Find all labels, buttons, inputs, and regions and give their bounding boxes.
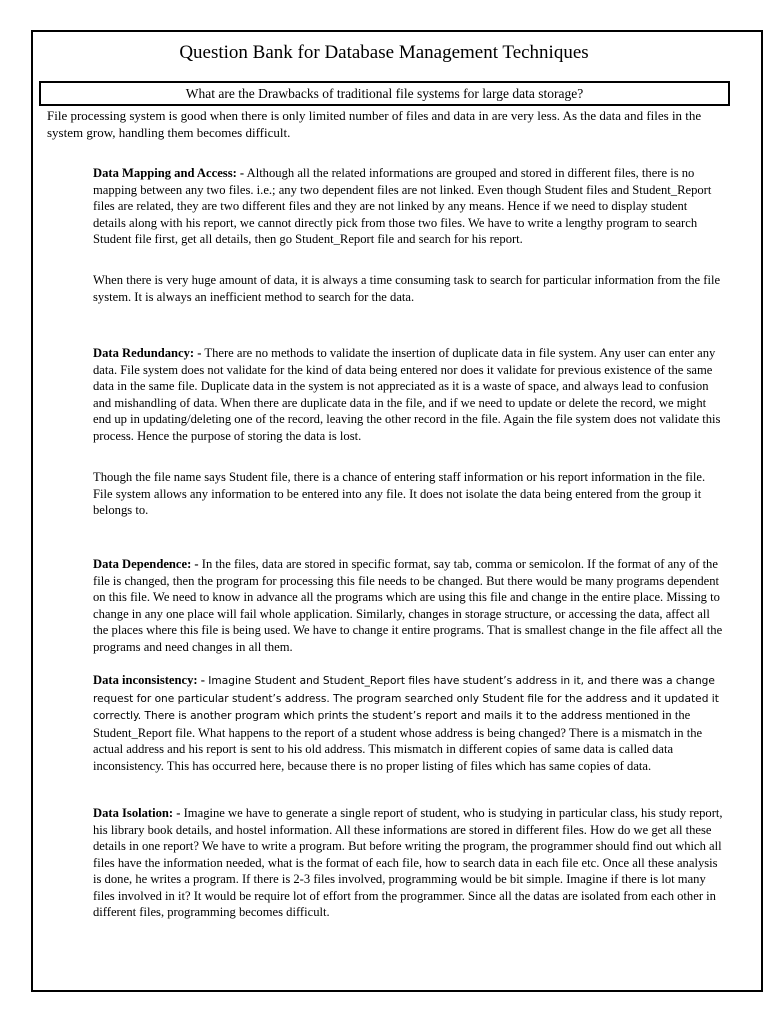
section-data-dependence	[93, 556, 723, 655]
section-heading: Data inconsistency: -	[93, 673, 205, 687]
question-box: What are the Drawbacks of traditional file systems for large data storage?	[39, 81, 730, 106]
section-heading: Data Isolation: -	[93, 806, 181, 820]
section-data-redundancy	[93, 345, 723, 444]
section-data-inconsistency	[93, 672, 723, 774]
section-text: Imagine we have to generate a single report of student, who is studying in particular class, his study report, his library book details, and hostel information. All these informations are stored in different files. How do we get all these details in one report? We have to write a program. But before writing the program, the programmer should find out which all files have the information needed, what is the format of each file, how to search data in each file etc. Once all these analysis is done, he writes a program. If there is 2-3 files involved, programming would be bit simple. Imagine if there is lot many files involved in it? It would be require lot of effort from the programmer. Since all the datas are isolated from each other in different files, programming becomes difficult.	[93, 806, 723, 919]
section-text: Although all the related informations are grouped and stored in different files, there is no mapping between any two files. i.e.; any two dependent files are not linked. Even though Student files and Student_Report files are related, they are two different files and they are not linked by any means. Hence if we need to display student details along with his report, we cannot directly pick from those two files. We have to write a lengthy program to search Student file first, get all details, then go Student_Report file and search for his report.	[93, 166, 712, 246]
section-data-redundancy-extra: Though the file name says Student file, there is a chance of entering staff information or his report information in the file. File system allows any information to be entered into any file. It does not isolate the data being entered from the group it belongs to.	[93, 470, 706, 517]
section-heading: Data Dependence: -	[93, 557, 199, 571]
document-title: Question Bank for Database Management Techniques	[179, 42, 589, 63]
section-heading: Data Redundancy: -	[93, 346, 202, 360]
section-data-mapping	[93, 165, 723, 248]
section-text-alt-font: Imagine Student and Student_Report files have student’s address in it, and there was a change request for one particular student’s address. The program searched only Student file for the address and it updated it correctly. There is another program which prints the student’s report and mails it to the address	[93, 675, 719, 722]
section-data-isolation	[93, 805, 723, 921]
section-text: In the files, data are stored in specific format, say tab, comma or semicolon. If the format of any of the file is changed, then the program for processing this file needs to be changed. But there would be many programs dependent on this file. We need to know in advance all the programs which are using this file and change in the entire place. Missing to change in any one place will fail whole application. Similarly, changes in storage structure, or accessing the data, affect all the places where this file is being used. We have to change it entire programs. That is smallest change in the file affect all the programs and need changes in all them.	[93, 557, 723, 654]
section-text: There are no methods to validate the insertion of duplicate data in file system. Any user can enter any data. File system does not validate for the kind of data being entered nor does it validate for previous existence of the same data in the same file. Duplicate data in the system is not appreciated as it is a waste of space, and always lead to confusion and mishandling of data. When there are duplicate data in the file, and if we need to update or delete the record, we might end up in updating/deleting one of the record, leaving the other record in the file. Again the file system does not validate this process. Hence the purpose of storing the data is lost.	[93, 346, 721, 443]
section-text: mentioned in the Student_Report file. What happens to the report of a student whose address is being changed? There is a mismatch in the actual address and his report is sent to his old address. This mismatch in different copies of same data is called data inconsistency. This has occurred here, because there is no proper listing of files which has same copies of data.	[93, 708, 703, 773]
section-data-mapping-extra: When there is very huge amount of data, it is always a time consuming task to search for particular information from the file system. It is always an inefficient method to search for the data.	[93, 273, 721, 304]
intro-paragraph: File processing system is good when there is only limited number of files and data in are very less. As the data and files in the system grow, handling them becomes difficult.	[47, 108, 702, 140]
section-heading: Data Mapping and Access: -	[93, 166, 245, 180]
